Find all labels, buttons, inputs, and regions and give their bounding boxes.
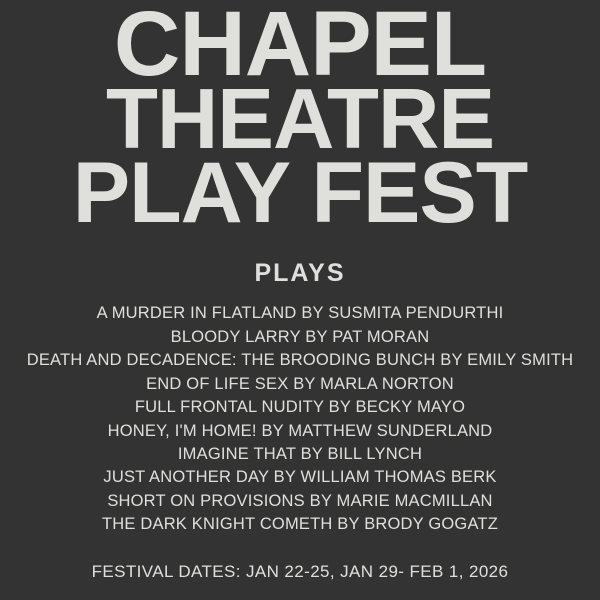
- list-item: FULL FRONTAL NUDITY BY BECKY MAYO: [134, 398, 466, 417]
- list-item: IMAGINE THAT BY BILL LYNCH: [177, 444, 423, 463]
- list-item: END OF LIFE SEX BY MARLA NORTON: [146, 374, 454, 393]
- title-line-3: PLAY FEST: [72, 144, 528, 241]
- list-item: DEATH AND DECADENCE: THE BROODING BUNCH BY EMILY SMITH: [26, 351, 574, 370]
- title-line-2: THEATRE: [105, 71, 495, 167]
- festival-dates: FESTIVAL DATES: JAN 22-25, JAN 29- FEB 1, 2026: [91, 561, 509, 581]
- title-line-1: CHAPEL: [113, 0, 487, 95]
- list-item: BLOODY LARRY BY PAT MORAN: [170, 327, 430, 346]
- list-item: THE DARK KNIGHT COMETH BY BRODY GOGATZ: [101, 515, 498, 534]
- list-item: HONEY, I'M HOME! BY MATTHEW SUNDERLAND: [107, 421, 493, 440]
- plays-list: [0, 302, 600, 536]
- list-item: SHORT ON PROVISIONS BY MARIE MACMILLAN: [107, 491, 493, 510]
- poster-title: [0, 0, 600, 241]
- list-item: A MURDER IN FLATLAND BY SUSMITA PENDURTHI: [96, 304, 504, 323]
- list-item: JUST ANOTHER DAY BY WILLIAM THOMAS BERK: [103, 468, 497, 487]
- plays-section-heading: PLAYS: [254, 259, 346, 288]
